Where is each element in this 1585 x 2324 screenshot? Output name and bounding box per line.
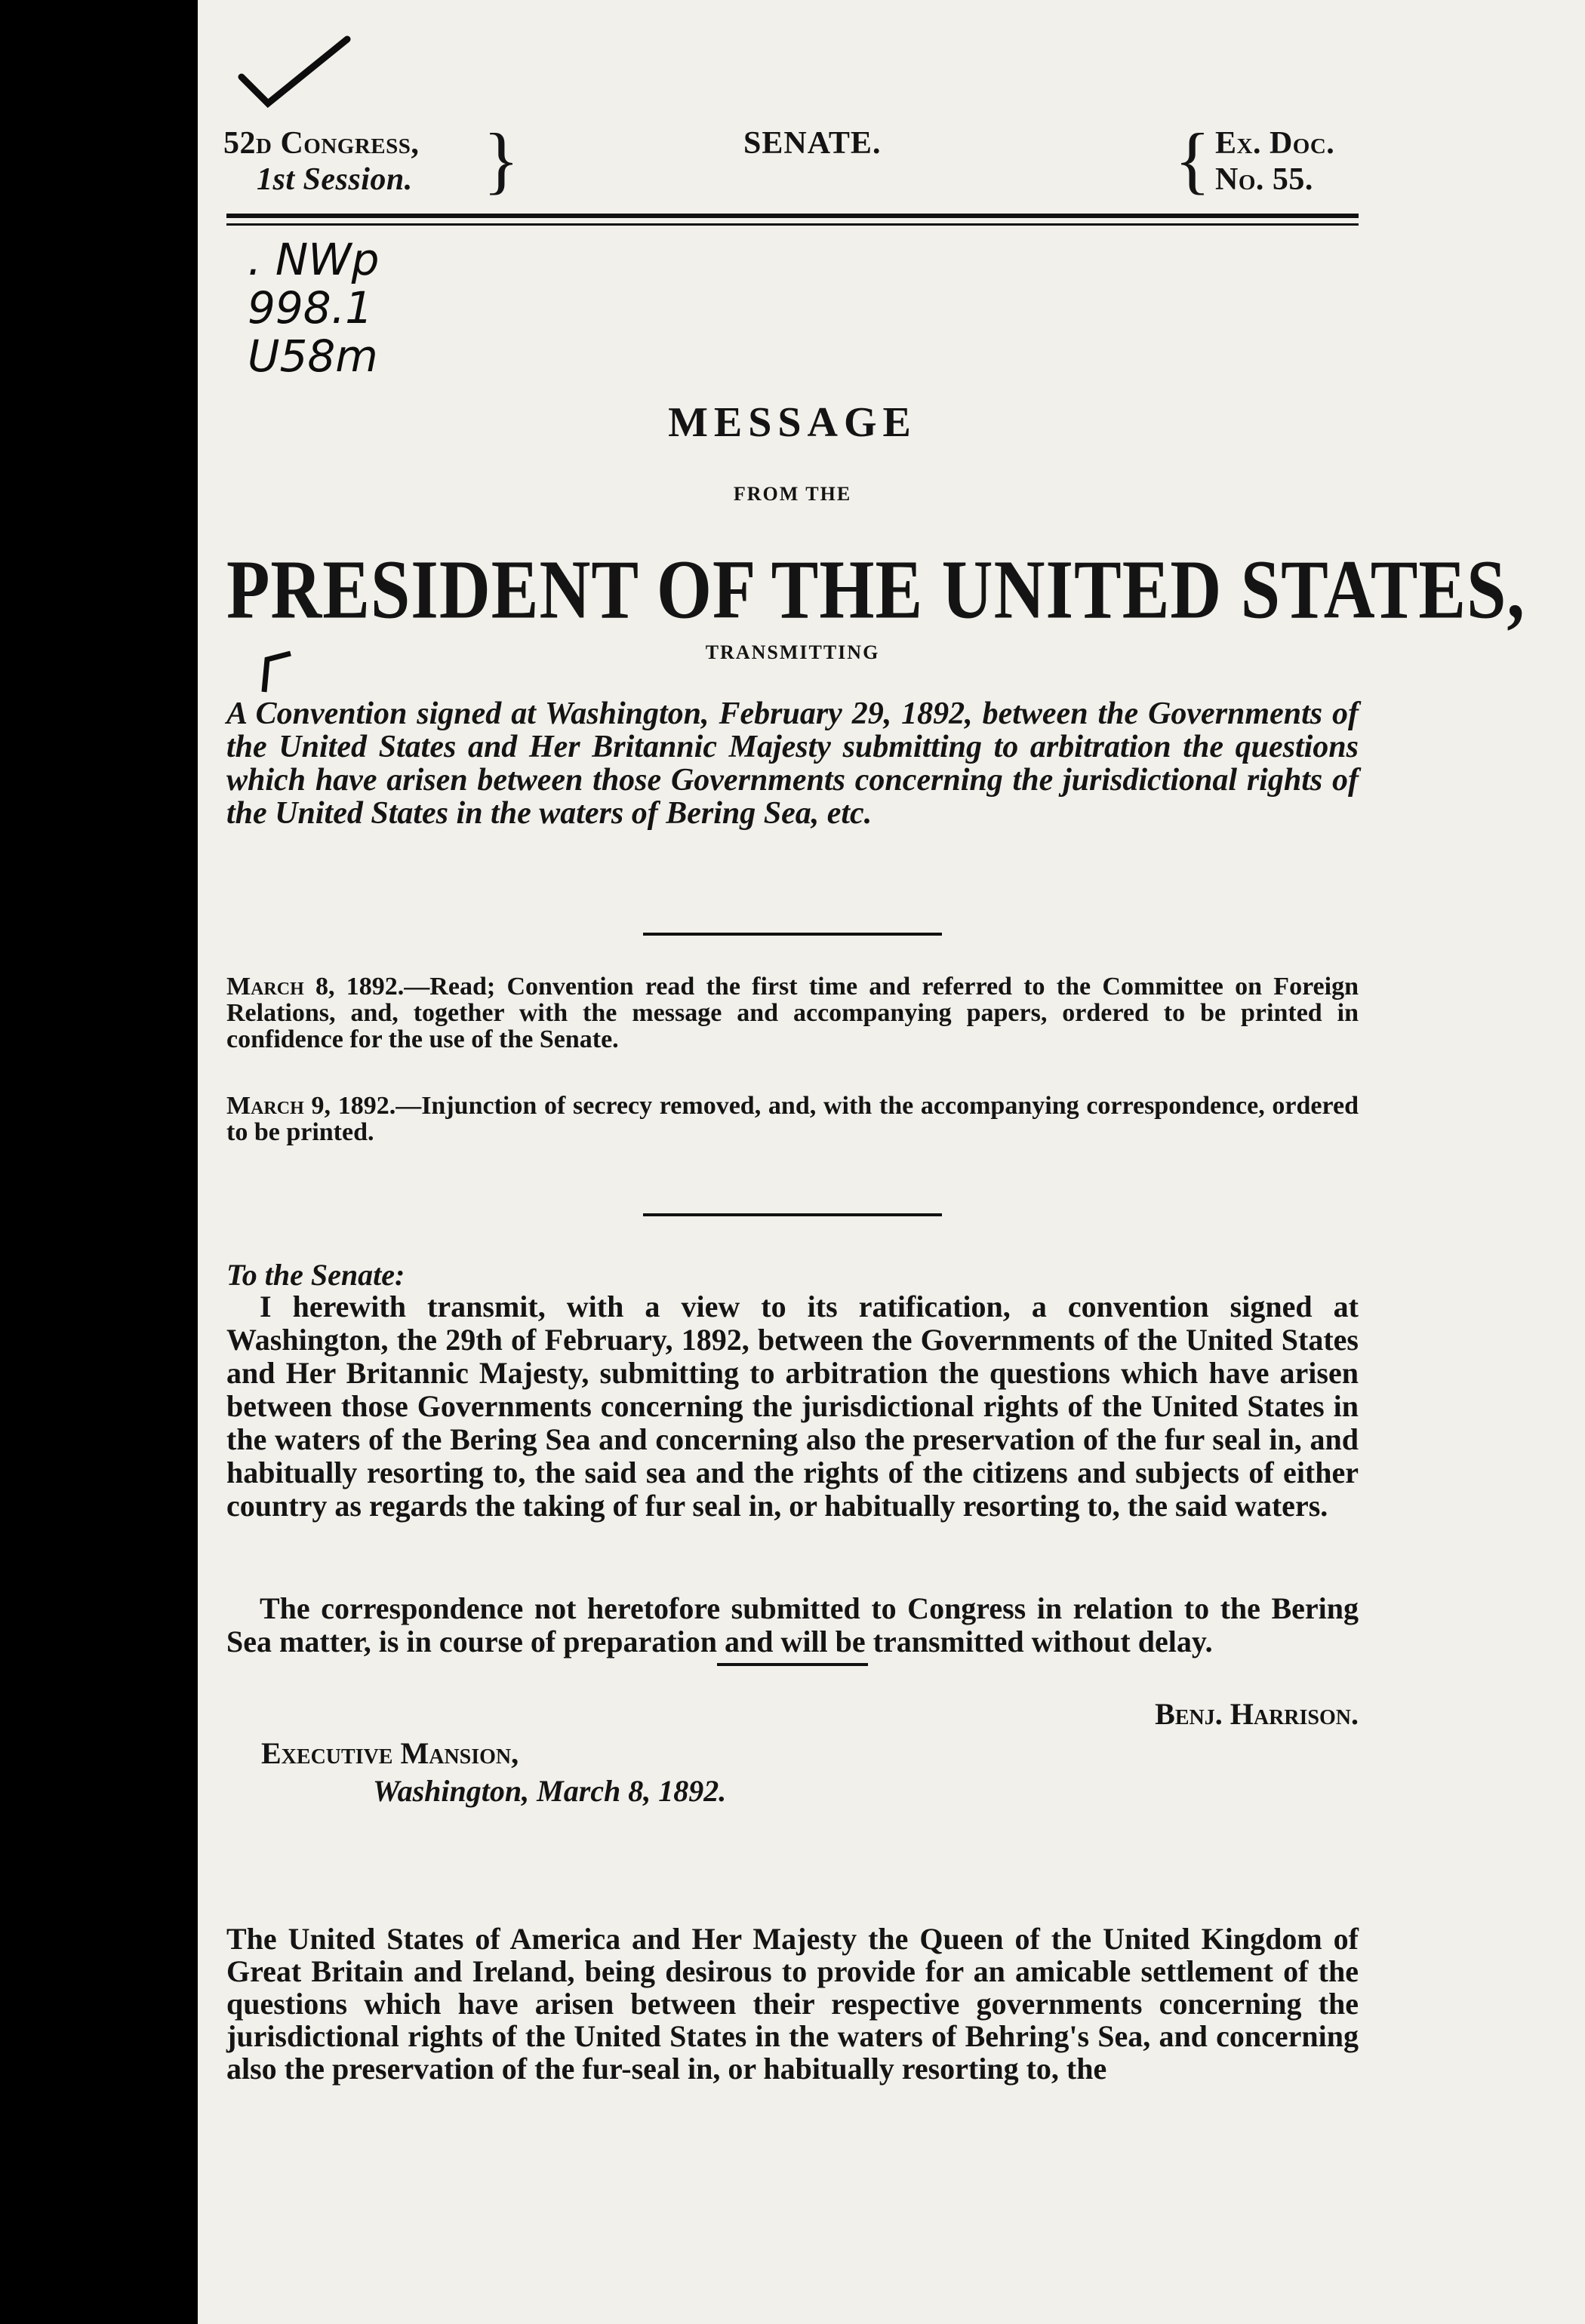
message-title: MESSAGE (668, 399, 917, 446)
signature: Benj. Harrison. (1155, 1697, 1359, 1731)
document-number-label (1215, 125, 1334, 198)
from-the-label: FROM THE (733, 483, 852, 505)
letter-place-date: Washington, March 8, 1892. (373, 1774, 727, 1808)
chamber-label: SENATE. (743, 126, 882, 161)
notice-2-text: —Injunction of secrecy removed, and, with the accompanying correspondence, ordered to be printed. (226, 1092, 1359, 1146)
margin-mark (257, 650, 302, 696)
transmitting-label: TRANSMITTING (705, 641, 880, 663)
congress-session-label (223, 125, 419, 198)
letter-paragraph-2: The correspondence not heretofore submitted to Congress in relation to the Bering Sea matter, is in course of preparation and will be transmitted without delay. (226, 1591, 1359, 1658)
letter-place: Executive Mansion, (261, 1736, 519, 1770)
header-rule-thin (226, 223, 1359, 226)
senate-notice-2 (226, 1093, 1359, 1145)
section-divider-3 (717, 1663, 868, 1666)
section-divider-1 (643, 933, 942, 936)
doc-type: Ex. Doc. (1215, 126, 1335, 161)
notice-2-date: March 9, 1892. (226, 1092, 396, 1120)
notice-1-date: March 8, 1892. (226, 973, 405, 1001)
checkmark-annotation (226, 32, 453, 122)
notice-1-text: —Read; Convention read the first time and referred to the Committee on Foreign Relations, and, together with the message and accompanying papers, ordered to be printed in confidence for the use of the Senate. (226, 973, 1359, 1053)
convention-text: The United States of America and Her Majesty the Queen of the United Kingdom of Great Britain and Ireland, being desirous to provide for an amicable settlement of the questions which have arisen between their respective governments concerning the jurisdictional rights of the United States in the waters of Behring's Sea, and concerning also the preservation of the fur-seal in, or habitually resorting to, the (226, 1922, 1359, 2086)
section-divider-2 (643, 1213, 942, 1216)
handwritten-call-number (248, 235, 379, 380)
header-rule-thick (226, 214, 1359, 218)
doc-number: No. 55. (1215, 162, 1313, 197)
president-heading: PRESIDENT OF THE UNITED STATES, (226, 543, 1525, 637)
letter-salutation: To the Senate: (226, 1258, 405, 1292)
call-number-line-2: 998.1 (248, 282, 374, 334)
left-brace: } (483, 118, 519, 201)
congress-label: 52d Congress, (223, 126, 420, 161)
senate-notice-1 (226, 973, 1359, 1053)
right-brace: { (1174, 118, 1211, 201)
call-number-line-3: U58m (248, 330, 378, 382)
convention-summary: A Convention signed at Washington, February 29, 1892, between the Governments of the United States and Her Britannic Majesty submitting to arbitration the questions which have arisen between those Governments concerning the jurisdictional rights of the United States in the waters of Bering Sea, etc. (226, 696, 1359, 831)
call-number-line-1: . NWp (248, 234, 380, 285)
session-label: 1st Session. (257, 162, 413, 197)
letter-paragraph-1: I herewith transmit, with a view to its ratification, a convention signed at Washington, the 29th of February, 1892, between the Governments of the United States and Her Britannic Majesty, submitting to arbitration the questions which have arisen between those Governments concerning the jurisdictional rights of the United States in the waters of the Bering Sea and concerning also the preservation of the fur seal in, and habitually resorting to, the said sea and the rights of the citizens and subjects of either country as regards the taking of fur seal in, or habitually resorting to, the said waters. (226, 1290, 1359, 1523)
